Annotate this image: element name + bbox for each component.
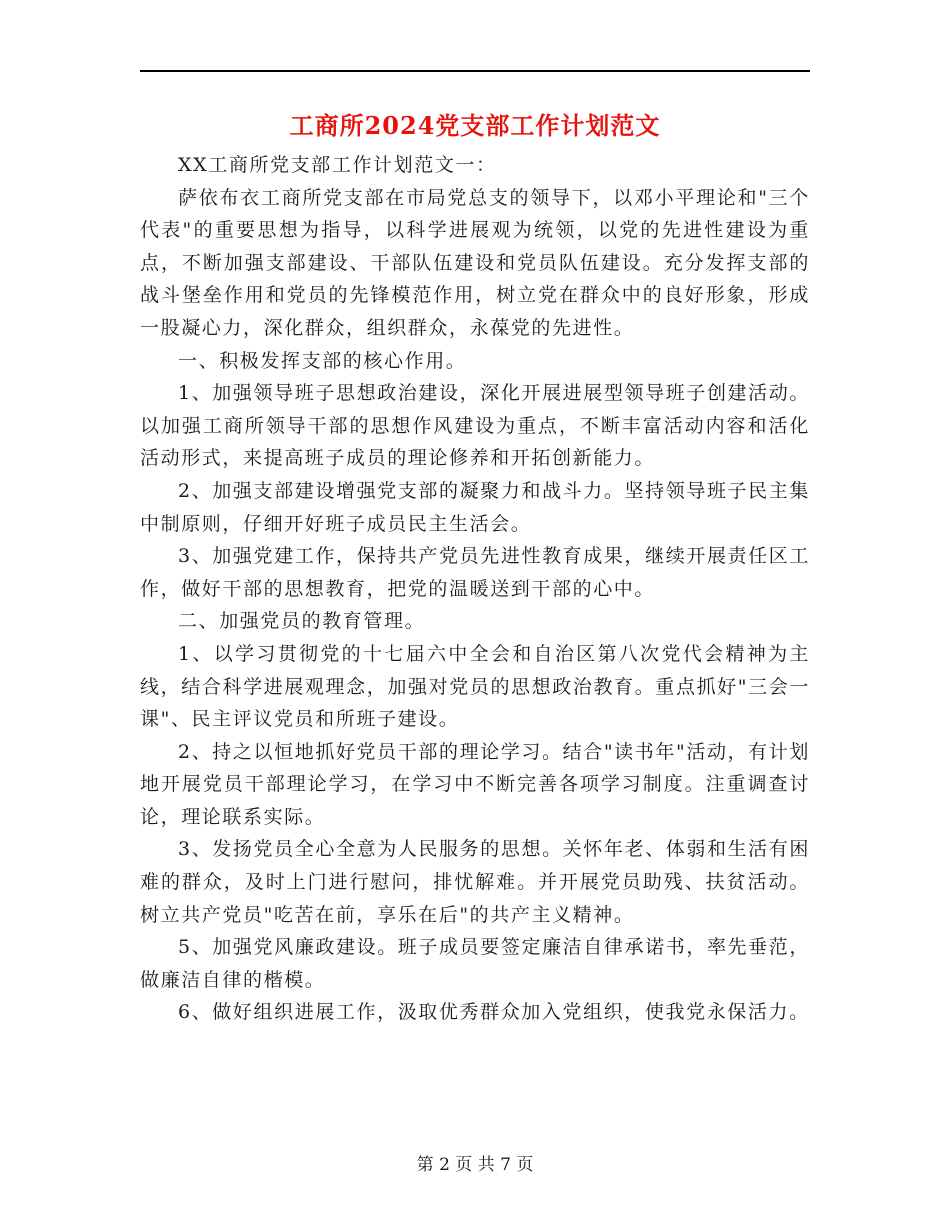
document-title: 工商所2024党支部工作计划范文 xyxy=(289,111,661,140)
page-number-footer: 第 2 页 共 7 页 xyxy=(416,1155,534,1175)
paragraph-item: 3、发扬党员全心全意为人民服务的思想。关怀年老、体弱和生活有困难的群众，及时上门进行慰问，排忧解难。并开展党员助残、扶贫活动。树立共产党员"吃苦在前，享乐在后"的共产主义精神。 xyxy=(140,838,810,926)
paragraph-item: 2、加强支部建设增强党支部的凝聚力和战斗力。坚持领导班子民主集中制原则，仔细开好班子成员民主生活会。 xyxy=(140,479,810,535)
paragraph-overview: 萨依布衣工商所党支部在市局党总支的领导下，以邓小平理论和"三个代表"的重要思想为指导，以科学进展观为统领，以党的先进性建设为重点，不断加强支部建设、干部队伍建设和党员队伍建设。充分发挥支部的战斗堡垒作用和党员的先锋模范作用，树立党在群众中的良好形象，形成一股凝心力，深化群众，组织群众，永葆党的先进性。 xyxy=(140,186,810,339)
paragraph-item: 2、持之以恒地抓好党员干部的理论学习。结合"读书年"活动，有计划地开展党员干部理论学习，在学习中不断完善各项学习制度。注重调查讨论，理论联系实际。 xyxy=(140,740,810,828)
document-body xyxy=(140,149,810,1029)
paragraph-item: 1、以学习贯彻党的十七届六中全会和自治区第八次党代会精神为主线，结合科学进展观理念，加强对党员的思想政治教育。重点抓好"三会一课"、民主评议党员和所班子建设。 xyxy=(140,642,810,731)
paragraph-item: 1、加强领导班子思想政治建设，深化开展进展型领导班子创建活动。以加强工商所领导干部的思想作风建设为重点，不断丰富活动内容和活化活动形式，来提高班子成员的理论修养和开拓创新能力。 xyxy=(140,382,810,470)
section-heading-1: 一、积极发挥支部的核心作用。 xyxy=(178,349,467,372)
paragraph-item: 6、做好组织进展工作，汲取优秀群众加入党组织，使我党永保活力。 xyxy=(178,1001,810,1024)
paragraph-item: 5、加强党风廉政建设。班子成员要签定廉洁自律承诺书，率先垂范，做廉洁自律的楷模。 xyxy=(140,936,810,991)
paragraph-intro: XX工商所党支部工作计划范文一： xyxy=(178,154,497,176)
section-heading-2: 二、加强党员的教育管理。 xyxy=(178,610,426,633)
header-rule xyxy=(140,70,810,72)
paragraph-item: 3、加强党建工作，保持共产党员先进性教育成果，继续开展责任区工作，做好干部的思想教育，把党的温暖送到干部的心中。 xyxy=(140,545,810,600)
